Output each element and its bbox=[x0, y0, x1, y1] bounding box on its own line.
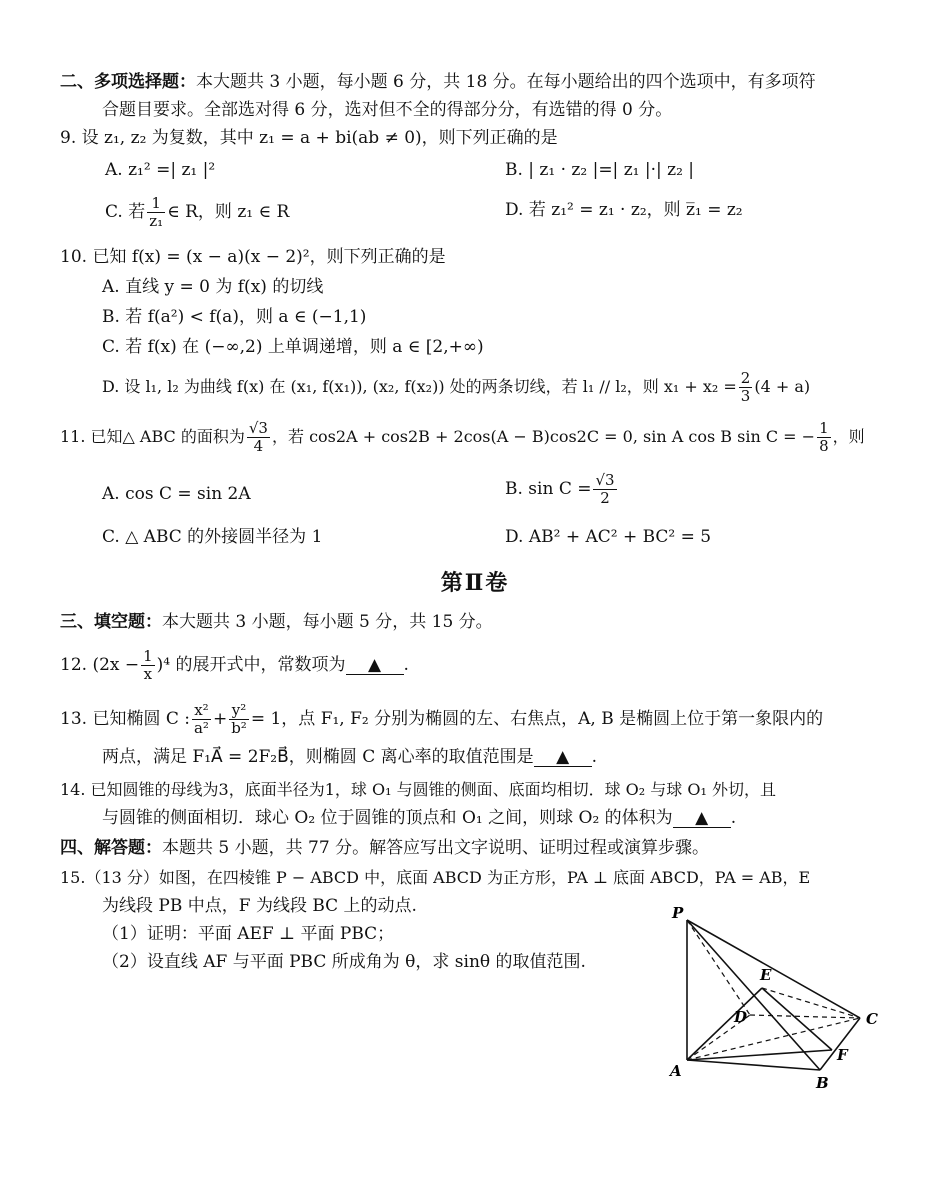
section-3-heading: 三、填空题： bbox=[60, 612, 162, 632]
label-b: B bbox=[816, 1074, 829, 1090]
q9-stem: 9. 设 z₁, z₂ 为复数，其中 z₁ = a + bi(ab ≠ 0)，则下列正确的是 bbox=[60, 128, 558, 148]
q13-answer-blank: ▲ bbox=[534, 748, 592, 767]
q15-part-1: （1）证明：平面 AEF ⊥ 平面 PBC； bbox=[102, 924, 395, 944]
q10-d-fraction: $\frac{2}{3}$ bbox=[740, 369, 751, 405]
q12-answer-blank: ▲ bbox=[346, 656, 404, 675]
q11-option-d: D. AB² + AC² + BC² = 5 bbox=[505, 527, 712, 547]
label-d: D bbox=[734, 1008, 748, 1026]
q13-fraction-x: $\frac{\text{x²}}{\text{a²}}$ bbox=[193, 701, 209, 737]
edge-pd bbox=[687, 920, 750, 1015]
edge-pb bbox=[687, 920, 820, 1070]
q11-stem: 11. 已知△ ABC 的面积为 $\frac{√3}{4}$ ，若 cos2A + cos2B + 2cos(A − B)cos2C = 0, sin A cos B sin C = − $\frac{1}{8}$ ，则 bbox=[60, 419, 865, 455]
label-a: A bbox=[670, 1062, 682, 1080]
edge-ef bbox=[762, 988, 832, 1050]
q10-stem: 10. 已知 f(x) = (x − a)(x − 2)²，则下列正确的是 bbox=[60, 247, 446, 267]
q15-line-2: 为线段 PB 中点，F 为线段 BC 上的动点. bbox=[102, 896, 417, 916]
q9-option-a: A. z₁² =| z₁ |² bbox=[105, 160, 216, 180]
q11-option-c: C. △ ABC 的外接圆半径为 1 bbox=[102, 527, 323, 547]
section-2-intro: 本大题共 3 小题，每小题 6 分，共 18 分。在每小题给出的四个选项中，有多项符 bbox=[196, 72, 816, 92]
q9-option-d: D. 若 z₁² = z₁ · z₂，则 z̅₁ = z₂ bbox=[505, 200, 743, 220]
q11-b-fraction: $\frac{√3}{2}$ bbox=[595, 471, 615, 507]
q12-line: 12. (2x − $\frac{1}{x}$ )⁴ 的展开式中，常数项为 ▲ . bbox=[60, 647, 409, 683]
q10-option-b: B. 若 f(a²) < f(a)，则 a ∈ (−1,1) bbox=[102, 307, 367, 327]
part-2-title: 第Ⅱ卷 bbox=[440, 570, 510, 596]
q9-c-fraction: $\frac{1}{\text{z₁}}$ bbox=[149, 194, 164, 230]
q11-area-fraction: $\frac{√3}{4}$ bbox=[248, 419, 268, 455]
q10-option-d: D. 设 l₁, l₂ 为曲线 f(x) 在 (x₁, f(x₁)), (x₂, f(x₂)) 处的两条切线，若 l₁ // l₂，则 x₁ + x₂ = $\frac{2}{3}$ (4 + a) bbox=[102, 369, 811, 405]
q10-option-a: A. 直线 y = 0 为 f(x) 的切线 bbox=[102, 277, 324, 297]
q9-option-b: B. | z₁ · z₂ |=| z₁ |·| z₂ | bbox=[505, 160, 695, 180]
edge-ab bbox=[687, 1060, 820, 1070]
section-3-line: 三、填空题：本大题共 3 小题，每小题 5 分，共 15 分。 bbox=[60, 612, 493, 632]
q9-option-c: C. 若 $\frac{1}{\text{z₁}}$ ∈ R，则 z₁ ∈ R bbox=[105, 194, 290, 230]
q14-line-1: 14. 已知圆锥的母线为3，底面半径为1，球 O₁ 与圆锥的侧面、底面均相切．球 O₂ 与球 O₁ 外切，且 bbox=[60, 780, 777, 799]
section-4-line: 四、解答题：本题共 5 小题，共 77 分。解答应写出文字说明、证明过程或演算步骤。 bbox=[60, 838, 710, 858]
label-p: P bbox=[672, 904, 684, 922]
section-2-line-2: 合题目要求。全部选对得 6 分，选对但不全的得部分分，有选错的得 0 分。 bbox=[102, 100, 673, 120]
label-f: F bbox=[837, 1046, 848, 1064]
q15-part-2: （2）设直线 AF 与平面 PBC 所成角为 θ，求 sinθ 的取值范围. bbox=[102, 952, 586, 972]
edge-pc bbox=[687, 920, 860, 1018]
section-2-heading: 二、多项选择题： bbox=[60, 72, 196, 92]
label-c: C bbox=[866, 1010, 878, 1028]
section-2-line-1 bbox=[60, 70, 816, 94]
q13-line-2: 两点，满足 F₁A⃗ = 2F₂B⃗，则椭圆 C 离心率的取值范围是 ▲ . bbox=[102, 747, 598, 767]
section-4-heading: 四、解答题： bbox=[60, 838, 162, 858]
label-e: E bbox=[760, 966, 772, 984]
q12-fraction: $\frac{1}{x}$ bbox=[143, 647, 153, 683]
q13-fraction-y: $\frac{\text{y²}}{\text{b²}}$ bbox=[231, 701, 247, 737]
q13-line-1: 13. 已知椭圆 C : $\frac{\text{x²}}{\text{a²}}$ + $\frac{\text{y²}}{\text{b²}}$ = 1，点 F₁, F₂ 分别为椭圆的左、右焦点，A, B 是椭圆上位于第一象限内的 bbox=[60, 701, 824, 737]
q14-answer-blank: ▲ bbox=[673, 809, 731, 828]
pyramid-figure bbox=[660, 900, 900, 1090]
q14-line-2: 与圆锥的侧面相切．球心 O₂ 位于圆锥的顶点和 O₁ 之间，则球 O₂ 的体积为 ▲ . bbox=[102, 808, 737, 828]
edge-dc bbox=[750, 1015, 860, 1018]
edge-ae bbox=[687, 988, 762, 1060]
q15-line-1: 15.（13 分）如图，在四棱锥 P − ABCD 中，底面 ABCD 为正方形，PA ⊥ 底面 ABCD，PA = AB，E bbox=[60, 868, 811, 887]
q11-option-b: B. sin C = $\frac{√3}{2}$ bbox=[505, 471, 615, 507]
q11-sin-fraction: $\frac{1}{8}$ bbox=[819, 419, 829, 455]
q10-option-c: C. 若 f(x) 在 (−∞,2) 上单调递增，则 a ∈ [2,+∞) bbox=[102, 337, 484, 357]
edge-ec bbox=[762, 988, 860, 1018]
q11-option-a: A. cos C = sin 2A bbox=[102, 484, 251, 504]
